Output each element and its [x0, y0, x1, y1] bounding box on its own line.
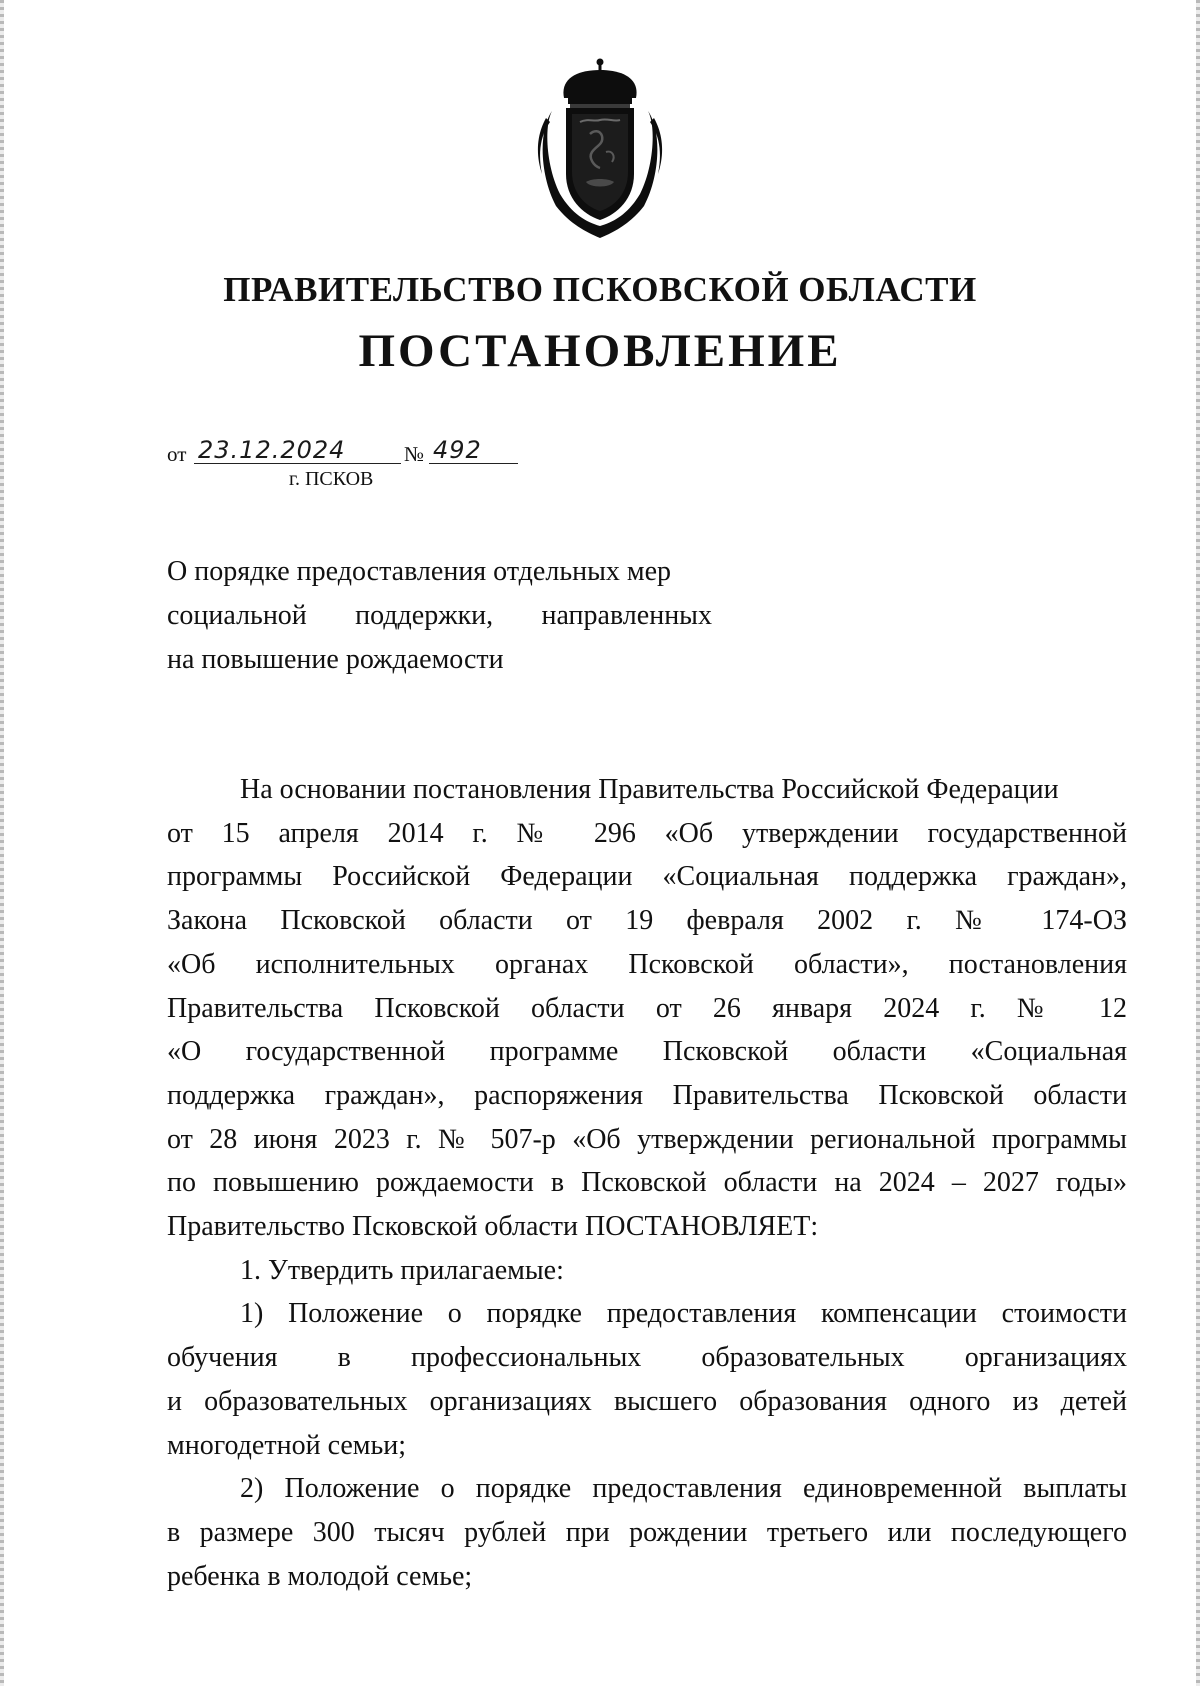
scan-edge-left: [0, 0, 4, 1686]
body-line: программы Российской Федерации «Социальная поддержка граждан»,: [167, 861, 1127, 893]
subject-line: на повышение рождаемости: [167, 644, 504, 675]
document-subject: [167, 550, 712, 682]
body-line: и образовательных организациях высшего образования одного из детей: [167, 1385, 1127, 1417]
body-line: многодетной семьи;: [167, 1429, 407, 1461]
body-line: по повышению рождаемости в Псковской области на 2024 – 2027 годы»: [167, 1167, 1127, 1199]
city-label: г. ПСКОВ: [289, 468, 374, 490]
coat-of-arms-icon: [530, 56, 670, 241]
scan-edge-right: [1196, 0, 1200, 1686]
body-line: 1) Положение о порядке предоставления компенсации стоимости: [240, 1298, 1127, 1330]
body-line: 2) Положение о порядке предоставления единовременной выплаты: [240, 1473, 1127, 1505]
body-line: обучения в профессиональных образовательных организациях: [167, 1342, 1127, 1374]
body-line: «Об исполнительных органах Псковской области», постановления: [167, 948, 1127, 980]
body-line: Правительство Псковской области ПОСТАНОВЛЯЕТ:: [167, 1211, 819, 1243]
date-label: от: [167, 442, 187, 466]
document-body: [167, 768, 1127, 1598]
body-line: от 28 июня 2023 г. № 507-р «Об утверждении региональной программы: [167, 1123, 1127, 1155]
document-type-title: ПОСТАНОВЛЕНИЕ: [358, 325, 842, 377]
document-date: 23.12.2024: [194, 436, 401, 464]
number-label: №: [404, 442, 425, 466]
body-line: «О государственной программе Псковской области «Социальная: [167, 1036, 1127, 1068]
body-line: Закона Псковской области от 19 февраля 2002 г. № 174-ОЗ: [167, 905, 1127, 937]
body-line: поддержка граждан», распоряжения Правительства Псковской области: [167, 1079, 1127, 1111]
body-line: в размере 300 тысяч рублей при рождении третьего или последующего: [167, 1516, 1127, 1548]
body-line: Правительства Псковской области от 26 января 2024 г. № 12: [167, 992, 1127, 1024]
document-number: 492: [429, 436, 518, 464]
subject-line: О порядке предоставления отдельных мер: [167, 556, 672, 587]
body-line: ребенка в молодой семье;: [167, 1560, 473, 1592]
body-line: 1. Утвердить прилагаемые:: [240, 1254, 564, 1286]
organization-title: ПРАВИТЕЛЬСТВО ПСКОВСКОЙ ОБЛАСТИ: [223, 270, 977, 309]
subject-line: социальной поддержки, направленных: [167, 600, 712, 631]
body-line: На основании постановления Правительства Российской Федерации: [240, 774, 1059, 805]
body-line: от 15 апреля 2014 г. № 296 «Об утверждении государственной: [167, 817, 1127, 849]
